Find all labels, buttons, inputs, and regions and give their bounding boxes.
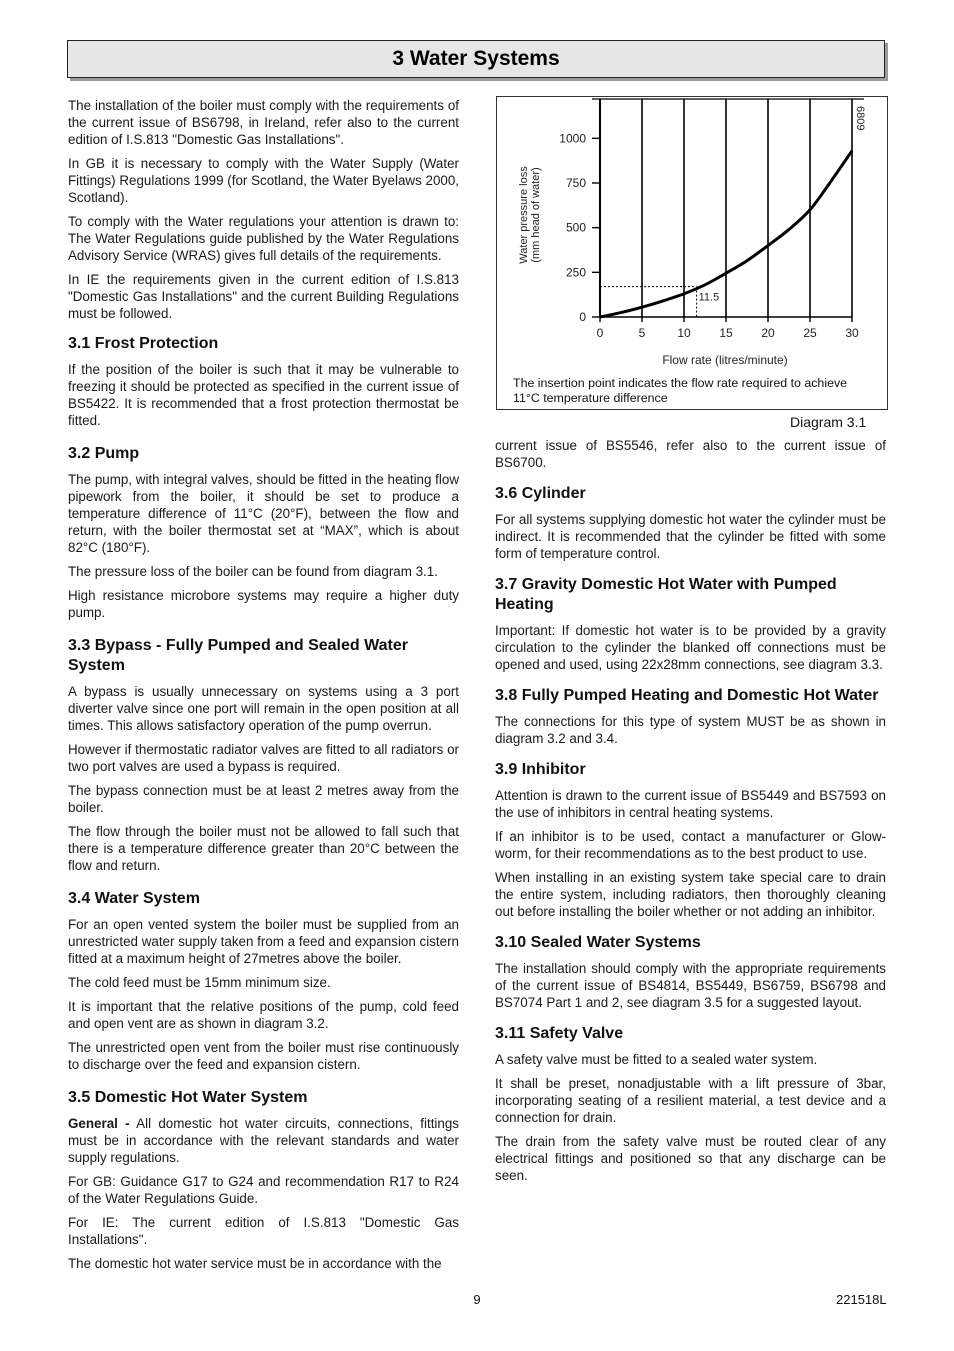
dhw-para-4: The domestic hot water service must be in accordance with the <box>68 1256 442 1271</box>
cylinder-para-1: For all systems supplying domestic hot water the cylinder must be indirect. It is recommended that the cylinder be fitted with some form of temperature control. <box>495 512 886 561</box>
chart-caption: The insertion point indicates the flow rate required to achieve 11°C temperature difference <box>513 376 848 405</box>
pump-para-2: The pressure loss of the boiler can be found from diagram 3.1. <box>68 564 438 579</box>
heading-pump: 3.2 Pump <box>68 445 140 462</box>
frost-para-1: If the position of the boiler is such that it may be vulnerable to freezing it should be protected as specified in the current issue of BS5422. It is recommended that a frost protection thermostat be fitted. <box>68 362 459 428</box>
heading-cylinder: 3.6 Cylinder <box>495 485 586 502</box>
x-tick-label: 10 <box>677 326 691 340</box>
bypass-para-4: The flow through the boiler must not be allowed to fall such that there is a temperature difference greater than 20°C between the flow and return. <box>68 824 459 873</box>
water-system-para-3: It is important that the relative positions of the pump, cold feed and open vent are as shown in diagram 3.2. <box>68 999 459 1031</box>
pump-para-3: High resistance microbore systems may require a higher duty pump. <box>68 588 459 620</box>
diagram-label: Diagram 3.1 <box>790 414 867 430</box>
y-tick-label: 0 <box>579 310 586 324</box>
bypass-para-2: However if thermostatic radiator valves are fitted to all radiators or two port valves are used a bypass is required. <box>68 742 459 774</box>
chart-x-axis-label: Flow rate (litres/minute) <box>662 353 788 367</box>
fully-pumped-para-1: The connections for this type of system MUST be as shown in diagram 3.2 and 3.4. <box>495 714 886 746</box>
safety-para-2: It shall be preset, nonadjustable with a lift pressure of 3bar, incorporating seating of a resilient material, a test device and a connection for drain. <box>495 1076 886 1125</box>
y-tick-label: 250 <box>565 265 586 280</box>
water-system-para-1: For an open vented system the boiler must be supplied from an unrestricted water supply taken from a feed and expansion cistern fitted at a maximum height of 27metres above the boiler. <box>68 917 459 966</box>
dhw-para-1 <box>68 1115 459 1166</box>
chart-y-axis-label-2: (mm head of water) <box>530 167 542 263</box>
title-bar <box>67 40 885 78</box>
heading-water-system: 3.4 Water System <box>68 890 200 907</box>
inhibitor-para-3: When installing in an existing system take special care to drain the entire system, including radiators, then thoroughly cleaning out before installing the boiler whether or not adding an inhibitor. <box>495 870 886 919</box>
x-tick-label: 30 <box>845 326 859 340</box>
pressure-loss-chart <box>497 97 887 409</box>
inhibitor-para-1: Attention is drawn to the current issue of BS5449 and BS7593 on the use of inhibitors in central heating systems. <box>495 788 886 820</box>
left-column <box>68 97 459 1279</box>
heading-fully-pumped: 3.8 Fully Pumped Heating and Domestic Hot Water <box>495 687 879 704</box>
y-tick-label: 1000 <box>559 131 586 146</box>
heading-domestic-hot-water: 3.5 Domestic Hot Water System <box>68 1089 308 1106</box>
marker-label: 11.5 <box>698 291 720 304</box>
heading-inhibitor: 3.9 Inhibitor <box>495 761 586 778</box>
y-tick-label: 500 <box>565 220 586 235</box>
page-number: 9 <box>473 1292 481 1307</box>
figure-id: 6809 <box>854 106 866 131</box>
bypass-para-3: The bypass connection must be at least 2 metres away from the boiler. <box>68 783 459 815</box>
inhibitor-para-2: If an inhibitor is to be used, contact a manufacturer or Glow-worm, for their recommendations as to the best product to use. <box>495 829 886 861</box>
continuation-para: current issue of BS5546, refer also to the current issue of BS6700. <box>495 438 886 470</box>
y-tick-label: 750 <box>565 175 586 190</box>
intro-para-2: In GB it is necessary to comply with the Water Supply (Water Fittings) Regulations 1999 (for Scotland, the Water Byelaws 2000, Scotland). <box>68 156 460 205</box>
safety-para-1: A safety valve must be fitted to a sealed water system. <box>495 1052 818 1067</box>
heading-safety-valve: 3.11 Safety Valve <box>495 1025 624 1042</box>
x-tick-label: 20 <box>761 326 775 340</box>
safety-para-3: The drain from the safety valve must be routed clear of any electrical fittings and positioned so that any discharge can be seen. <box>495 1134 886 1183</box>
right-column <box>495 437 886 1191</box>
x-tick-label: 0 <box>596 326 604 340</box>
water-system-para-2: The cold feed must be 15mm minimum size. <box>68 975 331 990</box>
document-code: 221518L <box>836 1292 887 1307</box>
chart-y-axis-label-1: Water pressure loss <box>518 166 530 264</box>
x-tick-label: 15 <box>719 326 733 340</box>
water-system-para-4: The unrestricted open vent from the boiler must rise continuously to discharge over the feed and expansion cistern. <box>68 1040 459 1072</box>
dhw-lead-text: All domestic hot water circuits, connections, fittings must be in accordance with the relevant standards and water supply regulations. <box>68 1116 459 1165</box>
page-title: 3 Water Systems <box>392 47 560 70</box>
heading-sealed-systems: 3.10 Sealed Water Systems <box>495 934 701 951</box>
intro-para-4: In IE the requirements given in the current edition of I.S.813 "Domestic Gas Installations" and the current Building Regulations must be followed. <box>68 272 459 321</box>
heading-bypass: 3.3 Bypass - Fully Pumped and Sealed Water System <box>68 637 408 674</box>
heading-gravity-dhw: 3.7 Gravity Domestic Hot Water with Pumped Heating <box>495 576 837 613</box>
sealed-para-1: The installation should comply with the appropriate requirements of the current issue of BS4814, BS5449, BS6759, BS6798 and BS7074 Part 1 and 2, see diagram 3.5 for a suggested layout. <box>495 961 886 1010</box>
dhw-lead: General - <box>68 1116 130 1131</box>
intro-para-3: To comply with the Water regulations your attention is drawn to: The Water Regulations guide published by the Water Regulations Advisory Service (WRAS) gives full details of the requirements. <box>68 214 459 263</box>
dhw-para-2: For GB: Guidance G17 to G24 and recommendation R17 to R24 of the Water Regulations Guide. <box>68 1174 459 1206</box>
diagram-3-1-chart <box>496 96 888 410</box>
heading-frost-protection: 3.1 Frost Protection <box>68 335 219 352</box>
pump-para-1: The pump, with integral valves, should be fitted in the heating flow pipework from the boiler, it should be set to produce a temperature difference of 11°C (20°F), between the flow and return, with the boiler thermostat set at “MAX”, which is about 82°C (180°F). <box>68 472 459 555</box>
x-tick-label: 5 <box>638 326 646 340</box>
intro-para-1: The installation of the boiler must comply with the requirements of the current issue of BS6798, in Ireland, refer also to the current edition of I.S.813 "Domestic Gas Installations". <box>68 98 459 147</box>
x-tick-label: 25 <box>803 326 817 340</box>
gravity-para-1: Important: If domestic hot water is to be provided by a gravity circulation to the cylinder the blanked off connections must be opened and used, using 22x28mm connections, see diagram 3.3. <box>495 623 886 672</box>
bypass-para-1: A bypass is usually unnecessary on systems using a 3 port diverter valve since one port will remain in the open position at all times. This allows satisfactory operation of the pump overrun. <box>68 684 459 733</box>
dhw-para-3: For IE: The current edition of I.S.813 "Domestic Gas Installations". <box>68 1215 459 1247</box>
